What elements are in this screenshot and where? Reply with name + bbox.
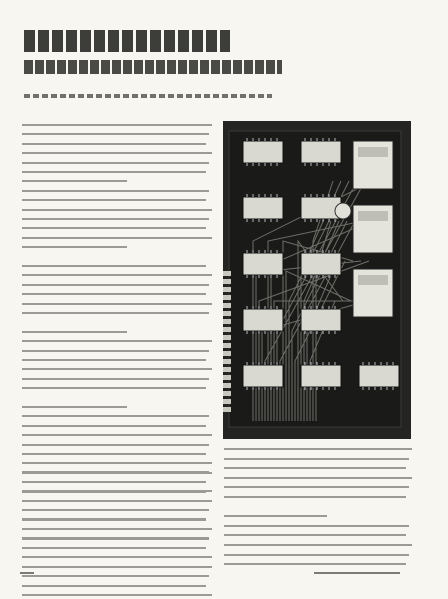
text-line xyxy=(22,246,127,248)
ic-chip xyxy=(301,141,341,163)
edge-connector-pad xyxy=(223,311,231,316)
edge-connector-pad xyxy=(223,343,231,348)
folio-left xyxy=(20,572,34,574)
text-line xyxy=(22,274,212,276)
text-line xyxy=(224,554,409,556)
text-line xyxy=(224,544,412,546)
text-line xyxy=(224,477,412,479)
text-line xyxy=(22,359,206,361)
text-line xyxy=(22,209,212,211)
text-line xyxy=(224,515,327,517)
text-line xyxy=(22,566,212,568)
text-line xyxy=(224,467,406,469)
text-line xyxy=(22,368,212,370)
text-line xyxy=(22,350,209,352)
text-line xyxy=(22,471,209,473)
ic-chip xyxy=(301,253,341,275)
text-line xyxy=(22,171,206,173)
text-line xyxy=(22,594,212,596)
text-line xyxy=(22,406,127,408)
text-line xyxy=(22,518,206,520)
text-line xyxy=(22,387,206,389)
text-line xyxy=(22,547,206,549)
text-line xyxy=(224,448,412,450)
text-line xyxy=(22,180,127,182)
text-line xyxy=(224,458,409,460)
text-line xyxy=(22,133,209,135)
ic-chip xyxy=(301,197,341,219)
text-line xyxy=(224,534,406,536)
edge-connector-pad xyxy=(223,375,231,380)
text-line xyxy=(224,496,406,498)
edge-connector-pad xyxy=(223,391,231,396)
text-line xyxy=(22,490,212,492)
edge-connector-pad xyxy=(223,287,231,292)
text-line xyxy=(22,500,212,502)
byline-line xyxy=(24,94,272,98)
text-line xyxy=(22,284,209,286)
text-line xyxy=(22,556,212,558)
folio-right xyxy=(314,572,400,574)
edge-connector-pad xyxy=(223,351,231,356)
circuit-board-photo xyxy=(223,121,411,439)
ic-chip xyxy=(243,141,283,163)
text-line xyxy=(22,265,206,267)
edge-connector-pad xyxy=(223,303,231,308)
text-line xyxy=(22,462,212,464)
text-line xyxy=(22,415,209,417)
text-line xyxy=(22,444,209,446)
text-line xyxy=(22,190,209,192)
circuit-board-illustration xyxy=(223,121,411,439)
text-line xyxy=(22,434,212,436)
text-line xyxy=(22,199,206,201)
text-line xyxy=(224,486,409,488)
text-line xyxy=(22,124,212,126)
text-line xyxy=(22,331,127,333)
ic-chip xyxy=(301,309,341,331)
text-line xyxy=(224,525,409,527)
ic-chip xyxy=(243,253,283,275)
text-line xyxy=(22,585,206,587)
text-line xyxy=(22,218,209,220)
text-line xyxy=(22,312,209,314)
text-line xyxy=(22,425,206,427)
edge-connector-pad xyxy=(223,367,231,372)
ic-chip xyxy=(243,197,283,219)
edge-connector-pad xyxy=(223,279,231,284)
edge-connector-pad xyxy=(223,383,231,388)
relay-label xyxy=(358,275,388,285)
text-line xyxy=(22,575,209,577)
text-line xyxy=(22,481,206,483)
relay-label xyxy=(358,147,388,157)
text-line xyxy=(22,340,212,342)
text-line xyxy=(224,563,406,565)
text-line xyxy=(22,237,212,239)
text-line xyxy=(22,528,127,530)
headline-line xyxy=(24,60,282,74)
text-line xyxy=(22,152,212,154)
ic-chip xyxy=(243,309,283,331)
ic-chip xyxy=(359,365,399,387)
edge-connector-pad xyxy=(223,319,231,324)
text-line xyxy=(22,453,206,455)
capacitor xyxy=(335,203,351,219)
text-line xyxy=(22,378,209,380)
text-line xyxy=(22,303,212,305)
text-line xyxy=(22,509,209,511)
ic-chip xyxy=(301,365,341,387)
edge-connector-pad xyxy=(223,271,231,276)
relay-label xyxy=(358,211,388,221)
edge-connector-pad xyxy=(223,359,231,364)
edge-connector-pad xyxy=(223,295,231,300)
edge-connector-pad xyxy=(223,399,231,404)
text-line xyxy=(22,293,206,295)
edge-connector-pad xyxy=(223,335,231,340)
text-line xyxy=(22,162,209,164)
text-line xyxy=(22,537,209,539)
edge-connector-pad xyxy=(223,407,231,412)
text-line xyxy=(22,143,206,145)
text-line xyxy=(22,227,206,229)
ic-chip xyxy=(243,365,283,387)
edge-connector-pad xyxy=(223,327,231,332)
headline-line xyxy=(24,30,230,52)
